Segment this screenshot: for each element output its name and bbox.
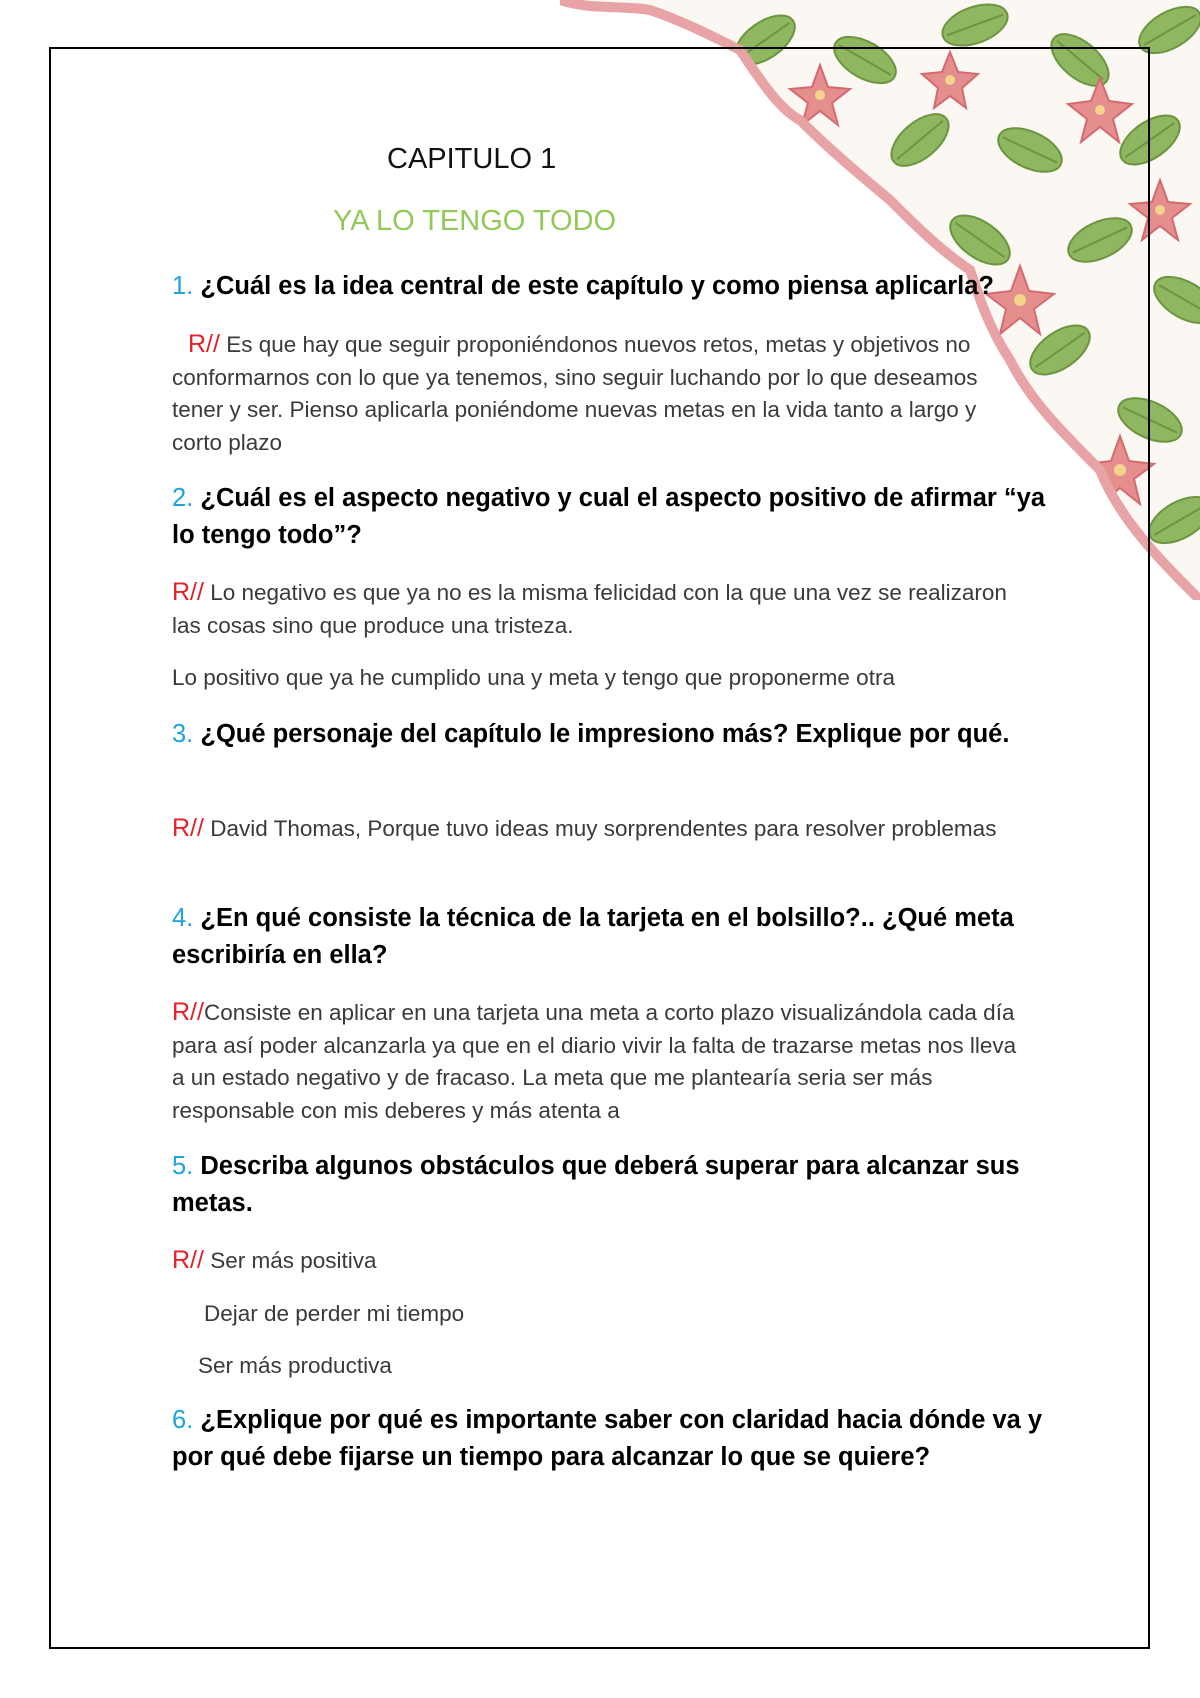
answer-5-list-item: Ser más productiva bbox=[198, 1353, 392, 1378]
question-number: 6. bbox=[172, 1406, 194, 1434]
question-2 bbox=[172, 480, 1052, 554]
question-5 bbox=[172, 1148, 1052, 1222]
answer-1 bbox=[172, 328, 1032, 459]
answer-5 bbox=[172, 1244, 1032, 1278]
question-6 bbox=[172, 1402, 1052, 1476]
answer-3 bbox=[172, 812, 1032, 846]
answer-marker: R// bbox=[172, 578, 204, 606]
answer-5-list-item: Dejar de perder mi tiempo bbox=[204, 1301, 465, 1326]
answer-marker: R// bbox=[188, 330, 220, 358]
answer-2 bbox=[172, 576, 1032, 642]
answer-marker: R// bbox=[172, 998, 204, 1026]
question-number: 4. bbox=[172, 904, 194, 932]
question-number: 5. bbox=[172, 1152, 194, 1180]
answer-text: Lo negativo es que ya no es la misma felicidad con la que una vez se realizaron las cosas sino que produce una tristeza. bbox=[172, 580, 1007, 638]
question-4 bbox=[172, 900, 1052, 974]
chapter-subtitle: YA LO TENGO TODO bbox=[333, 205, 617, 237]
answer-text: Es que hay que seguir proponiéndonos nuevos retos, metas y objetivos no conformarnos con lo que ya tenemos, sino seguir luchando por lo que deseamos tener y ser. Pienso aplicarla poniéndome nuevas metas en la vida tanto a largo y corto plazo bbox=[172, 332, 978, 455]
question-text: ¿En qué consiste la técnica de la tarjeta en el bolsillo?.. ¿Qué meta escribiría en ella? bbox=[172, 904, 1014, 969]
answer-4 bbox=[172, 996, 1032, 1127]
question-3 bbox=[172, 716, 1052, 753]
answer-text: Consiste en aplicar en una tarjeta una meta a corto plazo visualizándola cada día para así poder alcanzarla ya que en el diario vivir la falta de trazarse metas nos lleva a un estado negativo y de fracaso. La meta que me plantearía seria ser más responsable con mis deberes y más atenta a bbox=[172, 1000, 1017, 1123]
question-text: ¿Qué personaje del capítulo le impresiono más? Explique por qué. bbox=[200, 720, 1010, 748]
answer-2-extra: Lo positivo que ya he cumplido una y meta y tengo que proponerme otra bbox=[172, 665, 895, 690]
answer-marker: R// bbox=[172, 1246, 204, 1274]
question-text: ¿Cuál es la idea central de este capítulo y como piensa aplicarla? bbox=[200, 272, 995, 300]
answer-marker: R// bbox=[172, 814, 204, 842]
question-text: ¿Cuál es el aspecto negativo y cual el aspecto positivo de afirmar “ya lo tengo todo”? bbox=[172, 484, 1046, 549]
question-text: Describa algunos obstáculos que deberá superar para alcanzar sus metas. bbox=[172, 1152, 1020, 1217]
answer-text: David Thomas, Porque tuvo ideas muy sorprendentes para resolver problemas bbox=[203, 816, 997, 841]
question-text: ¿Explique por qué es importante saber con claridad hacia dónde va y por qué debe fijarse un tiempo para alcanzar lo que se quiere? bbox=[172, 1406, 1043, 1471]
question-1 bbox=[172, 268, 1052, 305]
question-number: 3. bbox=[172, 720, 194, 748]
question-number: 2. bbox=[172, 484, 194, 512]
chapter-title: CAPITULO 1 bbox=[387, 143, 557, 175]
question-number: 1. bbox=[172, 272, 194, 300]
answer-text: Ser más positiva bbox=[203, 1248, 377, 1273]
